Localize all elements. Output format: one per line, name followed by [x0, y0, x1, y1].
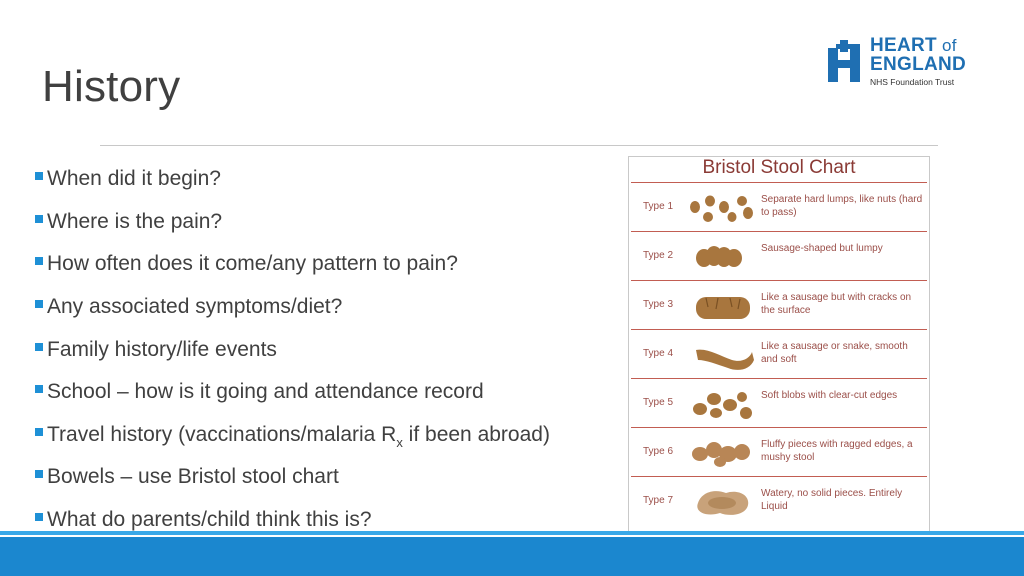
bullet-text: [47, 422, 550, 450]
chart-row-type-3: [631, 280, 927, 328]
stool-type-3-icon: [686, 285, 756, 325]
title-divider: [100, 145, 938, 146]
chart-row-type-4: [631, 329, 927, 377]
row-type-label: Type 1: [643, 201, 674, 212]
bullet-item: [35, 456, 550, 499]
bristol-stool-chart: [628, 156, 930, 532]
bullet-item: [35, 201, 550, 244]
bullet-item: [35, 158, 550, 201]
heart-of-england-logo: [826, 36, 976, 88]
history-bullet-list: [35, 158, 550, 541]
logo-word-heart: HEART: [870, 35, 937, 56]
slide-title: History: [42, 62, 181, 111]
bullet-square-icon: [35, 300, 43, 308]
chart-row-type-5: [631, 378, 927, 426]
bullet-square-icon: [35, 513, 43, 521]
bullet-text: How often does it come/any pattern to pain?: [47, 252, 458, 276]
bullet-item: [35, 414, 550, 457]
bullet-item: [35, 328, 550, 371]
row-type-label: Type 7: [643, 495, 674, 506]
logo-subtitle: NHS Foundation Trust: [870, 77, 955, 87]
bullet-text-before: Travel history (vaccinations/malaria R: [47, 422, 397, 446]
stool-type-1-icon: [686, 187, 756, 227]
row-description: Sausage-shaped but lumpy: [761, 243, 883, 254]
row-type-label: Type 2: [643, 250, 674, 261]
chart-row-type-6: [631, 427, 927, 475]
bullet-square-icon: [35, 215, 43, 223]
row-type-label: Type 3: [643, 299, 674, 310]
chart-row-type-1: [631, 182, 927, 230]
bullet-item: [35, 371, 550, 414]
logo-word-england: ENGLAND: [870, 54, 967, 75]
logo-word-of: of: [936, 36, 957, 55]
row-type-label: Type 6: [643, 446, 674, 457]
row-description: Fluffy pieces with ragged edges, a mushy stool: [761, 439, 913, 463]
bullet-item: [35, 243, 550, 286]
row-description: Like a sausage but with cracks on the surface: [761, 292, 912, 316]
stool-type-6-icon: [686, 432, 756, 472]
bullet-text: School – how is it going and attendance record: [47, 380, 484, 404]
bullet-text: Any associated symptoms/diet?: [47, 295, 343, 319]
stool-type-7-icon: [686, 481, 756, 521]
bullet-text: Bowels – use Bristol stool chart: [47, 465, 339, 489]
row-type-label: Type 4: [643, 348, 674, 359]
footer-accent-line: [0, 531, 1024, 535]
bullet-square-icon: [35, 172, 43, 180]
bullet-square-icon: [35, 343, 43, 351]
bullet-text: When did it begin?: [47, 167, 221, 191]
bullet-text-after: if been abroad): [402, 422, 550, 446]
bullet-square-icon: [35, 257, 43, 265]
row-type-label: Type 5: [643, 397, 674, 408]
chart-row-type-2: [631, 231, 927, 279]
bullet-square-icon: [35, 470, 43, 478]
bullet-square-icon: [35, 428, 43, 436]
chart-row-type-7: [631, 476, 927, 524]
row-description: Soft blobs with clear-cut edges: [761, 390, 898, 401]
trust-logo-mark-icon: [826, 38, 864, 84]
stool-type-2-icon: [686, 236, 756, 276]
subscript-x: x: [396, 434, 403, 450]
bullet-square-icon: [35, 385, 43, 393]
row-description: Watery, no solid pieces. Entirely Liquid: [761, 488, 903, 512]
bullet-text: Where is the pain?: [47, 209, 223, 233]
row-description: Separate hard lumps, like nuts (hard to pass): [761, 194, 923, 218]
row-description: Like a sausage or snake, smooth and soft: [761, 341, 908, 365]
bullet-item: [35, 286, 550, 329]
stool-type-4-icon: [686, 334, 756, 374]
bullet-text: Family history/life events: [47, 337, 277, 361]
stool-type-5-icon: [686, 383, 756, 423]
chart-title: Bristol Stool Chart: [702, 157, 856, 178]
footer-band: [0, 537, 1024, 576]
bullet-text: What do parents/child think this is?: [47, 508, 372, 532]
